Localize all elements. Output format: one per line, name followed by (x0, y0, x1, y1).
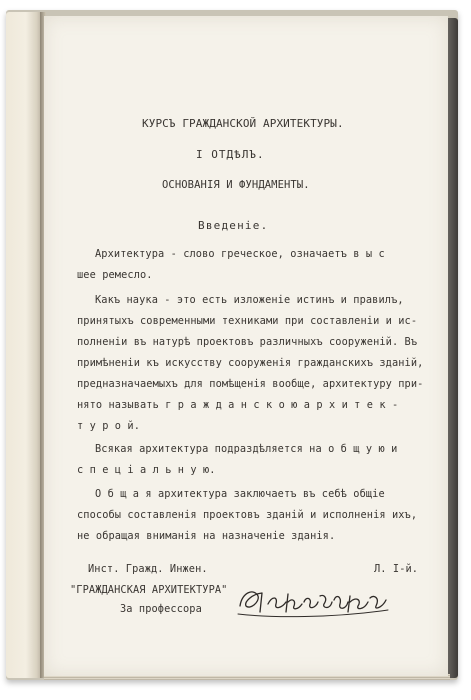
left-page-edge (6, 12, 42, 678)
body-line: предназначаемыхъ для помѣщенія вообще, архитектуру при- (77, 378, 424, 390)
professor-label: За профессора (120, 603, 202, 615)
body-line: способы составленія проектовъ зданій и исполненія ихъ, (77, 509, 418, 521)
body-line: нято называть г р а ж д а н с к о ю а р х и т е к - (77, 399, 399, 411)
institute-label: Инст. Гражд. Инжен. (88, 563, 208, 575)
body-line: полненіи въ натурѣ проектовъ различныхъ сооруженій. Въ (77, 336, 418, 348)
document-title: КУРСЪ ГРАЖДАНСКОЙ АРХИТЕКТУРЫ. (142, 117, 344, 130)
body-line: О б щ а я архитектура заключаетъ въ себѣ общіе (95, 488, 385, 500)
body-line: т у р о й. (77, 420, 140, 432)
introduction-heading: Введеніе. (198, 219, 269, 232)
body-line: не обращая вниманія на назначеніе зданія. (77, 530, 336, 542)
body-line: Какъ наука - это есть изложеніе истинъ и правилъ, (95, 294, 404, 306)
body-line: Архитектура - слово греческое, означаетъ в ы с (95, 248, 385, 260)
course-label: "ГРАЖДАНСКАЯ АРХИТЕКТУРА" (70, 584, 228, 596)
document-subtitle: ОСНОВАНІЯ И ФУНДАМЕНТЫ. (162, 179, 310, 191)
page-reference: Л. I-й. (374, 563, 419, 575)
body-line: примѣненіи къ искусству сооруженія гражданскихъ зданій, (77, 357, 424, 369)
section-label: I ОТДѢЛЪ. (196, 148, 265, 161)
body-line: принятыхъ современными техниками при составленіи и ис- (77, 315, 418, 327)
body-line: шее ремесло. (77, 269, 153, 281)
body-line: с п е ц і а л ь н у ю. (77, 464, 216, 476)
handwritten-signature (232, 584, 394, 620)
body-line: Всякая архитектура подраздѣляется на о б щ у ю и (95, 443, 398, 455)
